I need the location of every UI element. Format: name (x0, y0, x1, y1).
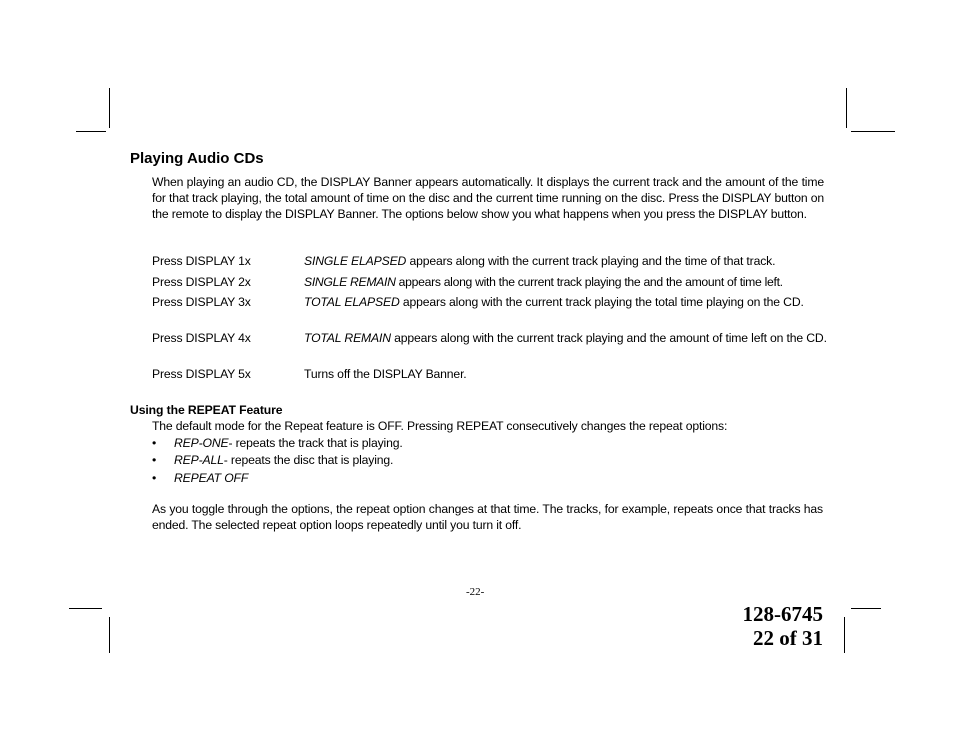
bullet-marker: • (152, 436, 157, 450)
display-option-text: appears along with the current track playing the total time playing on the CD. (399, 295, 804, 309)
display-mode: TOTAL REMAIN (304, 331, 391, 345)
display-option-label: Press DISPLAY 1x (152, 254, 251, 268)
display-option-row (152, 275, 828, 291)
section-title: Playing Audio CDs (130, 150, 264, 167)
document-number: 128-6745 (742, 602, 823, 626)
repeat-mode-text: - repeats the disc that is playing. (223, 453, 394, 467)
display-option-label: Press DISPLAY 2x (152, 275, 251, 289)
page-count: 22 of 31 (753, 626, 823, 650)
display-option-text: Turns off the DISPLAY Banner. (304, 367, 467, 381)
intro-paragraph: When playing an audio CD, the DISPLAY Banner appears automatically. It displays the current track and the amount of the time for that track playing, the total amount of time on the disc and the current time running on the disc. Press the DISPLAY button on the remote to display the DISPLAY Banner. The options below show you what happens when you press the DISPLAY button. (152, 175, 824, 221)
display-mode: TOTAL ELAPSED (304, 295, 400, 309)
display-option-text: appears along with the current track playing the and the amount of time left. (395, 275, 783, 289)
crop-mark-bottom-right-horizontal (851, 608, 881, 609)
crop-mark-top-left-horizontal (76, 131, 106, 132)
display-option-label: Press DISPLAY 5x (152, 367, 251, 381)
repeat-note: As you toggle through the options, the repeat option changes at that time. The tracks, for example, repeats once that tracks has ended. The selected repeat option loops repeatedly until you turn it off. (152, 502, 823, 532)
display-option-row (152, 331, 828, 363)
display-option-row (152, 254, 828, 270)
display-option-text: appears along with the current track playing and the amount of time left on the CD. (390, 331, 827, 345)
crop-mark-top-right-horizontal (851, 131, 895, 132)
repeat-mode: REPEAT OFF (174, 471, 249, 485)
repeat-mode: REP-ALL (174, 453, 224, 467)
display-option-row (152, 295, 828, 327)
repeat-heading: Using the REPEAT Feature (130, 403, 283, 417)
display-option-row (152, 367, 828, 383)
repeat-mode-text: - repeats the track that is playing. (228, 436, 403, 450)
display-mode: SINGLE REMAIN (304, 275, 396, 289)
display-option-label: Press DISPLAY 3x (152, 295, 251, 309)
crop-mark-bottom-right-vertical (844, 617, 845, 653)
repeat-mode: REP-ONE (174, 436, 229, 450)
display-mode: SINGLE ELAPSED (304, 254, 407, 268)
crop-mark-top-left-vertical (109, 88, 110, 128)
display-option-label: Press DISPLAY 4x (152, 331, 251, 345)
crop-mark-bottom-left-horizontal (69, 608, 102, 609)
display-option-text: appears along with the current track playing and the time of that track. (406, 254, 776, 268)
crop-mark-top-right-vertical (846, 88, 847, 128)
bullet-marker: • (152, 453, 157, 467)
page-number: -22- (466, 586, 485, 598)
crop-mark-bottom-left-vertical (109, 617, 110, 653)
bullet-marker: • (152, 471, 157, 485)
repeat-intro: The default mode for the Repeat feature is OFF. Pressing REPEAT consecutively changes the repeat options: (152, 419, 728, 433)
